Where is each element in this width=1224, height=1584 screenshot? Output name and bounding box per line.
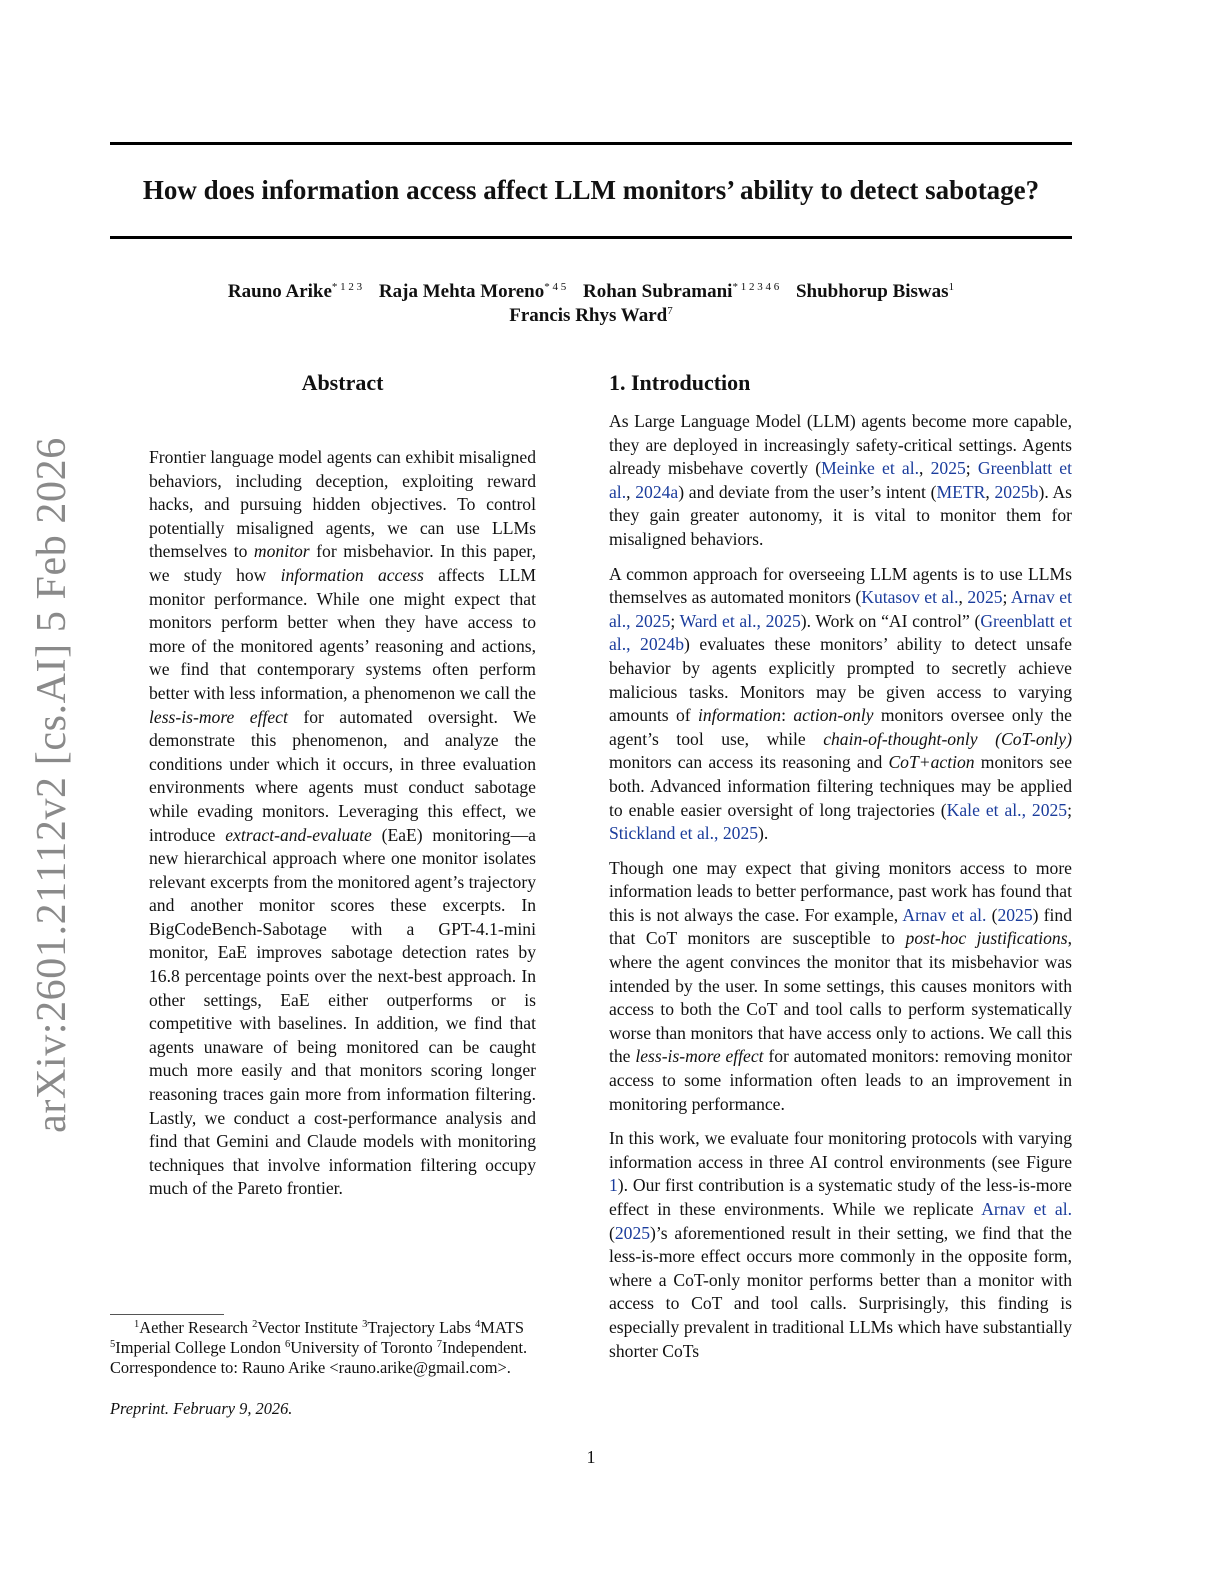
citation-link[interactable]: Greenblatt et al., 2024b (609, 610, 1072, 655)
section-heading-introduction: 1. Introduction (609, 370, 751, 395)
author: Shubhorup Biswas$^1$ (795, 281, 955, 302)
page-number: 1 (586, 1447, 596, 1467)
affiliation-line: $^5$Imperial College London $^6$University of Toronto $^7$Independent. (110, 1338, 528, 1357)
citation-link[interactable]: Arnav et al., 2025 (609, 587, 1072, 631)
abstract-body: Frontier language model agents can exhibit misaligned behaviors, including deception, exploiting reward hacks, and pursuing hidden objectives. To control potentially misaligned agents, we can use LLMs themselves to monitor for misbehavior. In this paper, we study how information access affects LLM monitor performance. While one might expect that monitors perform better when they have access to more of the monitored agents’ reasoning and actions, we find that contemporary systems often perform better with less information, a phenomenon we call the less-is-more effect for automated oversight. We demonstrate this phenomenon, and analyze the conditions under which it occurs, in three evaluation environments where agents must conduct sabotage while evading monitors. Leveraging this effect, we introduce extract-and-evaluate (EaE) monitoring—a new hierarchical approach where one monitor isolates relevant excerpts from the monitored agent’s trajectory and another monitor scores these excerpts. In BigCodeBench-Sabotage with a GPT-4.1-mini monitor, EaE improves sabotage detection rates by 16.8 percentage points over the next-best approach. In other settings, EaE either outperforms or is competitive with baselines. In addition, we find that agents unaware of being monitored can be caught much more easily and that monitors scoring longer reasoning traces gain more from information filtering. Lastly, we conduct a cost-performance analysis and find that Gemini and Claude models with monitoring techniques that involve information filtering occupy much of the Pareto frontier. (149, 447, 537, 1199)
figure-reference-link[interactable]: 1 (609, 1175, 618, 1196)
affiliation-footnotes (110, 1318, 582, 1378)
abstract-heading: Abstract (301, 370, 384, 395)
arxiv-stamp: arXiv:2601.21112v2 [cs.AI] 5 Feb 2026 (29, 437, 75, 1133)
citation-link[interactable]: Meinke et al. (821, 458, 919, 479)
author-list (110, 280, 1072, 328)
citation-link[interactable]: Arnav et al. (981, 1199, 1073, 1219)
citation-link[interactable]: 2024a (635, 481, 679, 502)
paper-title: How does information access affect LLM monitors’ ability to detect sabotage? (142, 175, 1040, 205)
intro-paragraph-2: A common approach for overseeing LLM agents is to use LLMs themselves as automated monitors (Kutasov et al., 2025; Arnav et al., 2025; Ward et al., 2025). Work on “AI control” (Greenblatt et al., 2024b) evaluates these monitors’ ability to detect unsafe behavior by agents explicitly prompted to secretly achieve malicious tasks. Monitors may be given access to varying amounts of information: action-only monitors oversee only the agent’s tool use, while chain-of-thought-only (CoT-only) monitors can access its reasoning and CoT+action monitors see both. Advanced information filtering techniques may be applied to enable easier oversight of long trajectories (Kale et al., 2025; Stickland et al., 2025). (609, 563, 1072, 844)
title-rule-bottom (110, 236, 1072, 239)
author: Rohan Subramani$^{* 1 2 3 4 6}$ (583, 281, 780, 302)
citation-link[interactable]: 2025 (614, 1222, 651, 1243)
citation-link[interactable]: 2025b (994, 481, 1039, 502)
citation-link[interactable]: Kale et al., 2025 (946, 799, 1068, 820)
citation-link[interactable]: 2025 (997, 904, 1033, 925)
author: Raja Mehta Moreno$^{* 4 5}$ (378, 281, 567, 302)
introduction-body (609, 410, 1072, 1374)
citation-link[interactable]: Stickland et al., 2025 (609, 823, 759, 844)
citation-link[interactable]: Arnav et al. (902, 904, 987, 925)
author: Rauno Arike$^{* 1 2 3}$ (227, 281, 363, 302)
citation-link[interactable]: Greenblatt et al. (609, 458, 1072, 502)
citation-link[interactable]: Ward et al., 2025 (679, 610, 801, 631)
title-rule-top (110, 142, 1072, 145)
citation-link[interactable]: METR (936, 481, 986, 502)
correspondence-line: Correspondence to: Rauno Arike <rauno.arike@gmail.com>. (110, 1358, 511, 1377)
citation-link[interactable]: 2025 (967, 587, 1003, 608)
footnote-rule (110, 1314, 224, 1315)
intro-paragraph-3: Though one may expect that giving monitors access to more information leads to better performance, past work has found that this is not always the case. For example, Arnav et al. (2025) find that CoT monitors are susceptible to post-hoc justifications, where the agent convinces the monitor that its misbehavior was intended by the user. In some settings, this causes monitors with access to both the CoT and tool calls to perform systematically worse than monitors that have access only to actions. We call this the less-is-more effect for automated monitors: removing monitor access to some information often leads to an improvement in monitoring performance. (609, 857, 1072, 1114)
preprint-note: Preprint. February 9, 2026. (110, 1399, 293, 1418)
intro-paragraph-4: In this work, we evaluate four monitoring protocols with varying information access in three AI control environments (see Figure 1). Our first contribution is a systematic study of the less-is-more effect in these environments. While we replicate Arnav et al. (2025)’s aforementioned result in their setting, we find that the less-is-more effect occurs more commonly in the opposite form, where a CoT-only monitor performs better than a monitor with access to CoT and tool calls. Surprisingly, this finding is especially prevalent in traditional LLMs which have substantially shorter CoTs (609, 1128, 1073, 1361)
intro-paragraph-1: As Large Language Model (LLM) agents become more capable, they are deployed in increasingly safety-critical settings. Agents already misbehave covertly (Meinke et al., 2025; Greenblatt et al., 2024a) and deviate from the user’s intent (METR, 2025b). As they gain greater autonomy, it is vital to monitor them for misaligned behaviors. (609, 411, 1073, 549)
affiliation-line: $^1$Aether Research $^2$Vector Institute $^3$Trajectory Labs $^4$MATS (134, 1318, 525, 1337)
author: Francis Rhys Ward$^7$ (509, 305, 673, 326)
citation-link[interactable]: Kutasov et al. (861, 587, 959, 608)
citation-link[interactable]: 2025 (930, 458, 966, 479)
